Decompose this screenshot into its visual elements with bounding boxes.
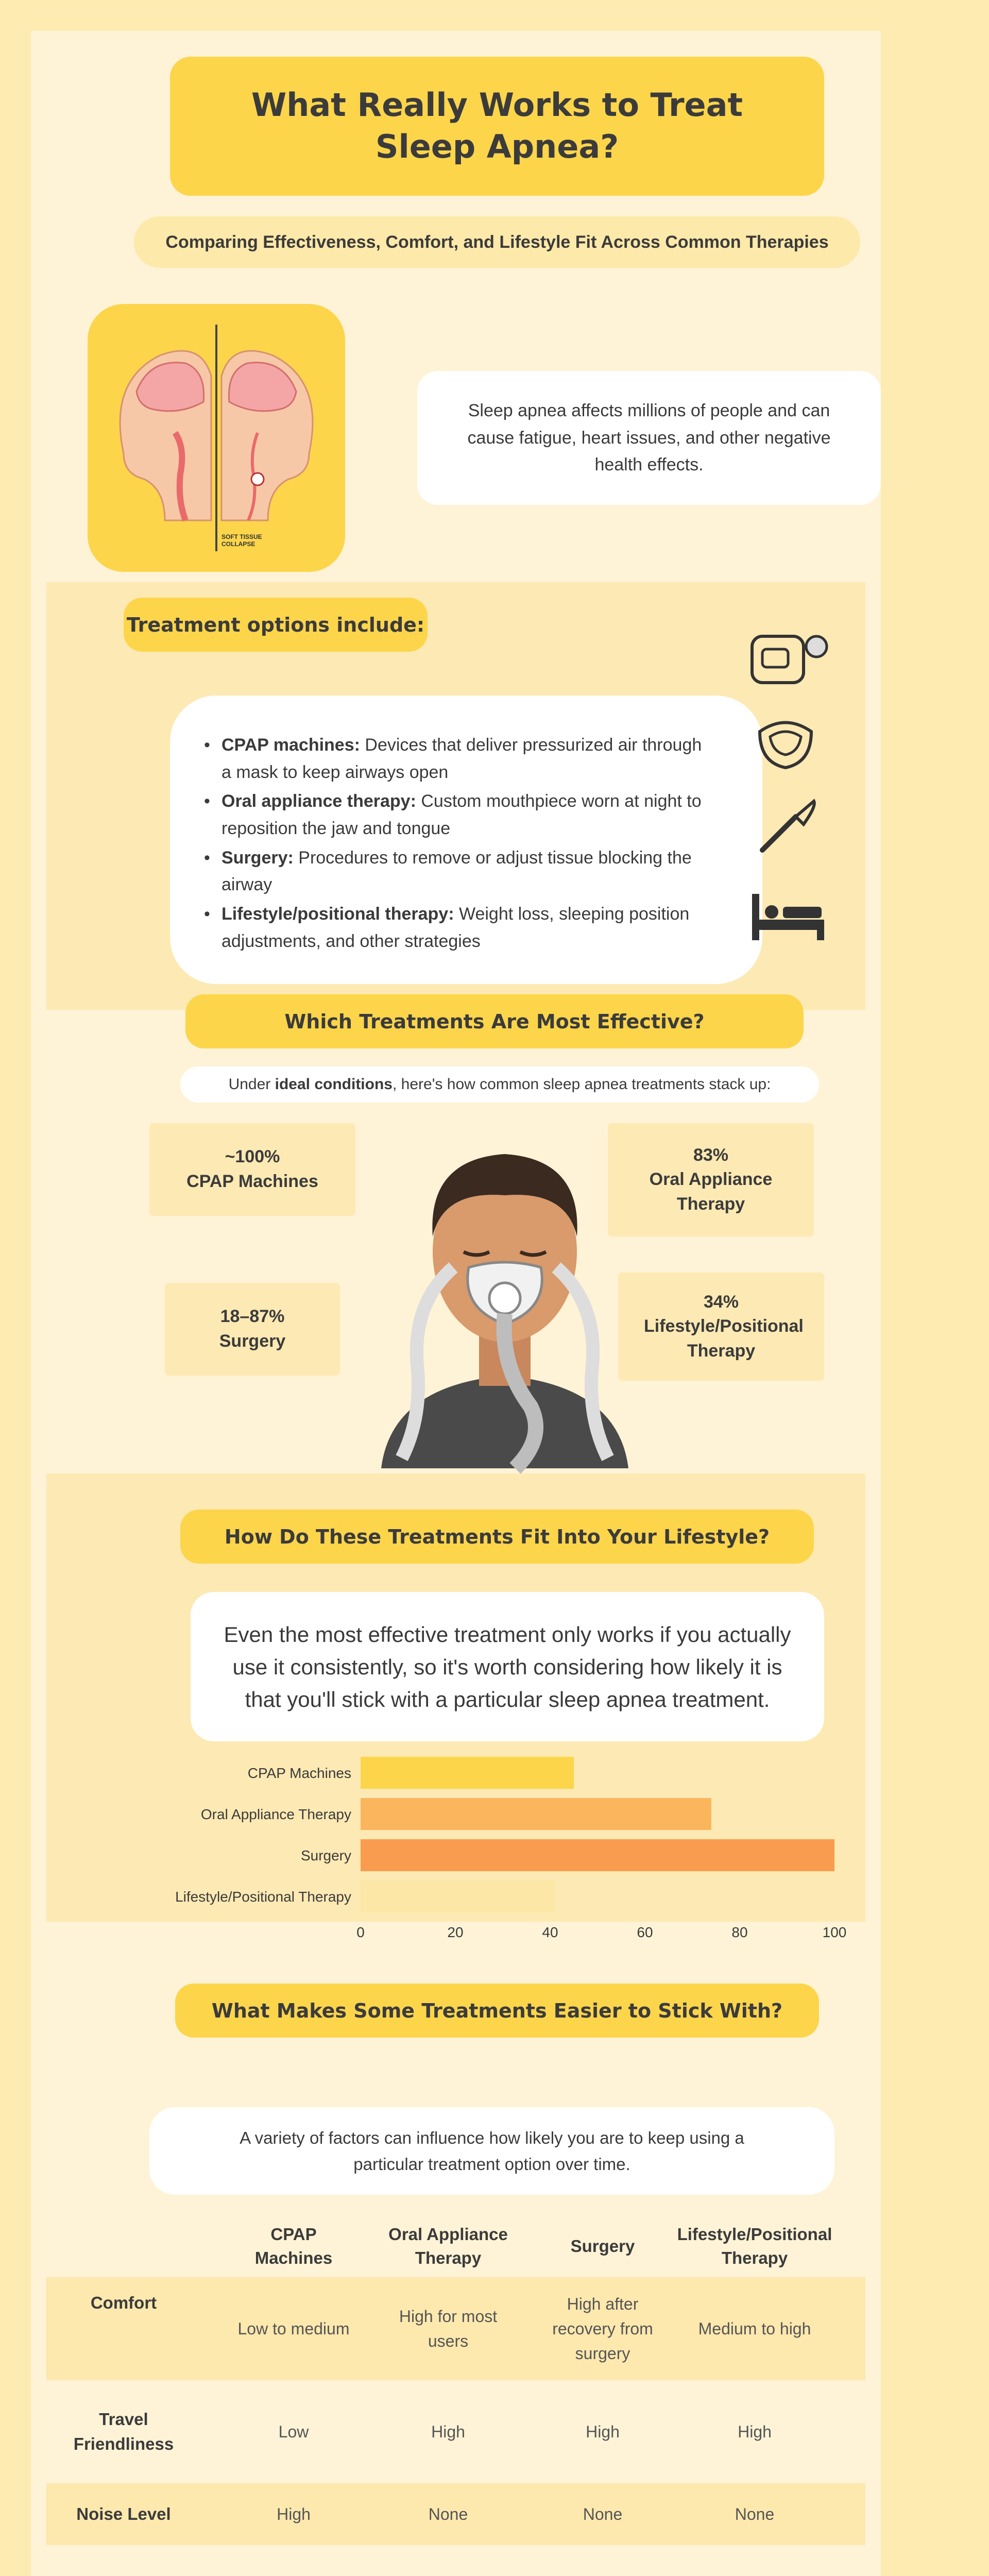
row-label: Comfort xyxy=(90,2293,157,2313)
table-cell: None xyxy=(428,2505,468,2523)
option-item-cpap xyxy=(221,732,716,786)
effectiveness-heading: Which Treatments Are Most Effective? xyxy=(185,994,804,1048)
bed-icon xyxy=(747,889,829,945)
intro-prefix: Under xyxy=(228,1076,271,1093)
table-cell: Low xyxy=(278,2422,309,2441)
options-card xyxy=(170,696,762,984)
option-term: Surgery: xyxy=(221,848,294,868)
intro-bold: ideal conditions xyxy=(275,1076,393,1093)
lifestyle-heading: How Do These Treatments Fit Into Your Lifestyle? xyxy=(180,1510,814,1564)
stat-value: ~100% xyxy=(225,1147,280,1167)
options-heading: Treatment options include: xyxy=(124,598,428,652)
table-cell: High xyxy=(586,2422,620,2441)
stat-label: CPAP Machines xyxy=(186,1172,318,1191)
table-cell: Medium to high xyxy=(698,2319,811,2338)
column-header: Oral Appliance Therapy xyxy=(388,2224,508,2267)
adherence-intro: A variety of factors can influence how likely you are to keep using a particular treatment option over time. xyxy=(149,2107,834,2195)
options-list xyxy=(221,732,716,955)
stat-label: Oral Appliance Therapy xyxy=(649,1170,773,1214)
scalpel-icon xyxy=(749,793,822,860)
option-item-surgery xyxy=(221,844,716,899)
bar-3 xyxy=(361,1880,555,1912)
x-tick-label: 80 xyxy=(731,1924,748,1940)
category-label: Oral Appliance Therapy xyxy=(200,1806,351,1822)
bar-0 xyxy=(361,1757,574,1789)
intro-suffix: , here's how common sleep apnea treatments stack up: xyxy=(392,1076,771,1093)
category-label: CPAP Machines xyxy=(247,1765,351,1781)
bar-2 xyxy=(361,1839,834,1871)
intro-text: Sleep apnea affects millions of people and can cause fatigue, heart issues, and other negative health effects. xyxy=(417,371,881,505)
stat-value: 83% xyxy=(693,1145,729,1165)
column-header: Lifestyle/Positional Therapy xyxy=(677,2224,832,2267)
option-term: Oral appliance therapy: xyxy=(221,791,416,811)
adherence-bar-chart xyxy=(31,1757,881,1940)
x-tick-label: 0 xyxy=(356,1924,365,1940)
x-tick-label: 20 xyxy=(447,1924,464,1940)
stat-value: 34% xyxy=(703,1292,739,1312)
x-tick-label: 100 xyxy=(822,1924,847,1940)
option-desc: Weight loss, sleeping position adjustments, and other strategies xyxy=(221,904,690,951)
infographic-page xyxy=(31,31,881,2576)
table-cell: High after recovery from surgery xyxy=(552,2295,653,2363)
cpap-machine-icon xyxy=(742,626,834,693)
mouthguard-icon xyxy=(749,716,822,773)
option-term: CPAP machines: xyxy=(221,735,360,755)
stat-value: 18–87% xyxy=(220,1307,285,1327)
stat-cpap xyxy=(149,1123,355,1216)
x-tick-label: 60 xyxy=(637,1924,653,1940)
stat-label: Lifestyle/Positional Therapy xyxy=(644,1316,804,1361)
column-header: Surgery xyxy=(570,2236,635,2256)
head-profile-illustration xyxy=(88,304,345,572)
table-cell: High xyxy=(431,2422,465,2441)
lifestyle-text: Even the most effective treatment only works if you actually use it consistently, so it's worth considering how likely it is that you'll stick with a particular sleep apnea treatment. xyxy=(191,1592,824,1741)
category-label: Surgery xyxy=(300,1848,351,1863)
stat-label: Surgery xyxy=(219,1331,286,1351)
table-cell: Low to medium xyxy=(237,2319,350,2338)
page-subtitle: Comparing Effectiveness, Comfort, and Lifestyle Fit Across Common Therapies xyxy=(134,216,860,268)
table-cell: High for most users xyxy=(399,2307,498,2350)
category-label: Lifestyle/Positional Therapy xyxy=(175,1889,351,1905)
option-term: Lifestyle/positional therapy: xyxy=(221,904,454,924)
man-with-cpap-illustration xyxy=(361,1097,649,1468)
stat-lifestyle xyxy=(618,1273,824,1381)
table-cell: High xyxy=(738,2422,772,2441)
row-label: Travel Friendliness xyxy=(73,2410,174,2453)
x-tick-label: 40 xyxy=(542,1924,558,1940)
bar-1 xyxy=(361,1798,711,1830)
option-desc: Custom mouthpiece worn at night to reposition the jaw and tongue xyxy=(221,791,702,839)
option-desc: Devices that deliver pressurized air through a mask to keep airways open xyxy=(221,735,702,782)
page-title: What Really Works to Treat Sleep Apnea? xyxy=(170,57,824,196)
airway-illustration xyxy=(88,304,345,572)
table-cell: High xyxy=(277,2505,311,2523)
table-cell: None xyxy=(735,2505,775,2523)
option-item-lifestyle xyxy=(221,901,716,955)
option-desc: Procedures to remove or adjust tissue blocking the airway xyxy=(221,848,692,895)
column-header: CPAP Machines xyxy=(254,2224,333,2267)
row-label: Noise Level xyxy=(76,2504,171,2524)
table-cell: None xyxy=(583,2505,623,2523)
adherence-heading: What Makes Some Treatments Easier to Stick With? xyxy=(175,1984,819,2038)
option-item-oral xyxy=(221,788,716,842)
stat-surgery xyxy=(165,1283,340,1376)
illustration-caption: SOFT TISSUE COLLAPSE xyxy=(221,533,262,548)
